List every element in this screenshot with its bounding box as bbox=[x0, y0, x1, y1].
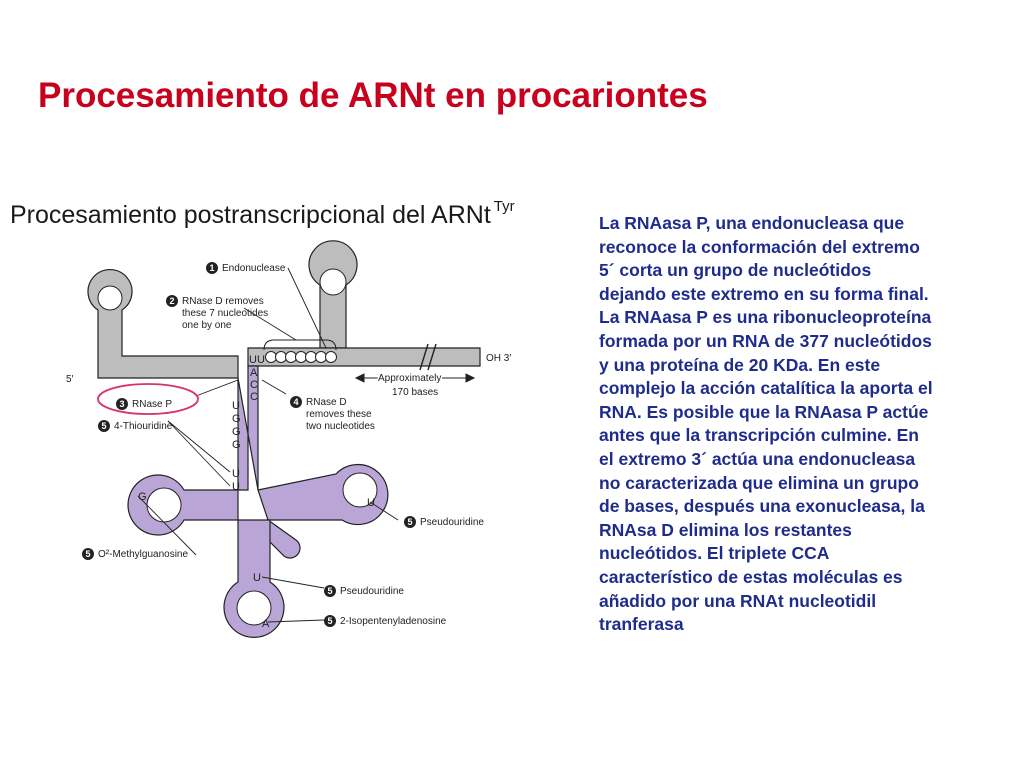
description-line: dejando este extremo en su forma final. bbox=[599, 283, 929, 304]
description-line: RNA. Es posible que la RNAasa P actúe bbox=[599, 401, 929, 422]
badge-num-rnasep: 3 bbox=[119, 399, 125, 409]
approx-label: Approximately bbox=[378, 373, 442, 384]
description-line: el extremo 3´ actúa una endonucleasa bbox=[599, 448, 916, 469]
description-line: La RNAasa P es una ribonucleoproteína bbox=[599, 307, 932, 328]
description-line: reconoce la conformación del extremo bbox=[599, 236, 920, 257]
description-line: de bases, después una exonucleasa, la bbox=[599, 496, 925, 517]
nt-c2: C bbox=[250, 391, 258, 403]
label-rnased1-line3: one by one bbox=[182, 320, 232, 331]
d-loop-void bbox=[147, 488, 181, 522]
d-arm bbox=[128, 475, 238, 535]
nt-g-left: G bbox=[138, 491, 147, 503]
nt-g2: G bbox=[232, 426, 241, 438]
description-line: tranferasa bbox=[599, 614, 684, 635]
description-line: complejo la acción catalítica la aporta el bbox=[599, 378, 933, 399]
label-rnased2-line3: two nucleotides bbox=[306, 421, 375, 432]
trailer-nt-5 bbox=[306, 352, 317, 363]
nt-u-anticodon: U bbox=[253, 572, 261, 584]
nt-uu: UU bbox=[249, 354, 265, 366]
label-rnasep: RNase P bbox=[132, 399, 173, 410]
badge-num-endonuclease: 1 bbox=[209, 263, 215, 273]
trailer-nt-4 bbox=[296, 352, 307, 363]
badge-num-pseudouridine2: 5 bbox=[327, 586, 333, 596]
end-3prime-label: OH 3′ bbox=[486, 353, 512, 364]
description-text bbox=[599, 212, 991, 637]
nt-c1: C bbox=[250, 379, 258, 391]
leader-rnasep bbox=[196, 380, 238, 396]
label-pseudouridine: Pseudouridine bbox=[420, 517, 484, 528]
badge-num-pseudouridine: 5 bbox=[407, 517, 413, 527]
figure-title-superscript: Tyr bbox=[493, 198, 515, 215]
description-line: nucleótidos. El triplete CCA bbox=[599, 543, 830, 564]
description-line: 5´ corta un grupo de nucleótidos bbox=[599, 260, 872, 281]
nt-u1: U bbox=[232, 400, 240, 412]
badge-num-rnased2: 4 bbox=[293, 397, 299, 407]
trna-processing-diagram bbox=[0, 190, 590, 650]
nt-a: A bbox=[250, 367, 258, 379]
leader-rnased2 bbox=[262, 380, 286, 394]
description-line: formada por un RNA de 377 nucleótidos bbox=[599, 330, 932, 351]
leader-loop-void bbox=[98, 286, 122, 310]
end-5prime-label: 5′ bbox=[66, 374, 74, 385]
description-line: no caracterizada que elimina un grupo bbox=[599, 472, 919, 493]
label-rnased2-line1: RNase D bbox=[306, 397, 347, 408]
figure-title-text: Procesamiento postranscripcional del ARNt bbox=[10, 201, 491, 229]
nt-u2: U bbox=[232, 468, 240, 480]
label-endonuclease: Endonuclease bbox=[222, 263, 286, 274]
label-pseudouridine2: Pseudouridine bbox=[340, 586, 404, 597]
slide-title: Procesamiento de ARNt en procariontes bbox=[38, 76, 708, 115]
trailer-nt-1 bbox=[266, 352, 277, 363]
nt-u-right: U bbox=[367, 497, 375, 509]
nt-a-anticodon: A bbox=[262, 618, 270, 630]
approx-arrow-left-head bbox=[356, 374, 364, 382]
nt-u3: U bbox=[232, 481, 240, 493]
trna-diagram-svg bbox=[0, 190, 590, 650]
hairpin-void bbox=[320, 269, 346, 295]
step-labels bbox=[98, 263, 484, 627]
label-rnased2-line2: removes these bbox=[306, 409, 372, 420]
description-line: RNAsa D elimina los restantes bbox=[599, 519, 852, 540]
description-line: y una proteína de 20 KDa. En este bbox=[599, 354, 881, 375]
approx-bases-label: 170 bases bbox=[392, 387, 439, 398]
trailer-nt-3 bbox=[286, 352, 297, 363]
badge-num-methylguanosine: 5 bbox=[85, 549, 91, 559]
label-rnased1-line1: RNase D removes bbox=[182, 296, 264, 307]
trailer-nt-6 bbox=[316, 352, 327, 363]
badge-num-thiouridine: 5 bbox=[101, 421, 107, 431]
approx-arrow-right-head bbox=[466, 374, 474, 382]
trailer-nt-2 bbox=[276, 352, 287, 363]
label-methylguanosine: O²-Methylguanosine bbox=[98, 549, 189, 560]
description-line: antes que la transcripción culmine. En bbox=[599, 425, 919, 446]
description-line: La RNAasa P, una endonucleasa que bbox=[599, 213, 905, 233]
leader-thiouridine-1 bbox=[168, 421, 230, 472]
description-line: característico de estas moléculas es bbox=[599, 566, 903, 587]
label-rnased1-line2: these 7 nucleotides bbox=[182, 308, 269, 319]
trailer-nt-7 bbox=[326, 352, 337, 363]
description-line: añadido por una RNAt nucleotidil bbox=[599, 590, 877, 611]
leader-thiouridine-2 bbox=[168, 421, 230, 486]
nt-g1: G bbox=[232, 413, 241, 425]
label-isopentenyl: 2-Isopentenyladenosine bbox=[340, 616, 447, 627]
label-thiouridine: 4-Thiouridine bbox=[114, 421, 173, 432]
badge-num-isopentenyl: 5 bbox=[327, 616, 333, 626]
nt-g3: G bbox=[232, 439, 241, 451]
badge-num-rnased1: 2 bbox=[169, 296, 175, 306]
